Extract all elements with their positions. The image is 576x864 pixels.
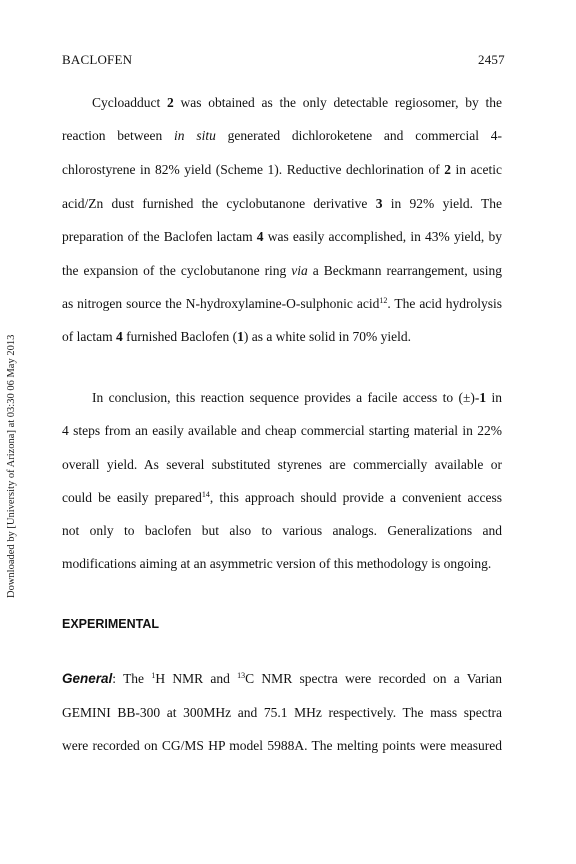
running-header-title: BACLOFEN [62,52,133,67]
text-line: 4 steps from an easily available and cheap commercial starting material in 22% [62,423,502,438]
compound-ref: 1 [237,329,244,344]
text-line: of lactam 4 furnished Baclofen (1) as a white solid in 70% yield. [62,329,412,344]
section-heading-experimental: EXPERIMENTAL [62,617,159,631]
text-line: overall yield. As several substituted styrenes are commercially available or [62,457,502,472]
citation-superscript: 12 [379,296,388,305]
text-line: Cycloadduct 2 was obtained as the only detectable regiosomer, by the [92,95,502,110]
text-line: as nitrogen source the N-hydroxylamine-O-sulphonic acid$^{12}$. The acid hydrolysis [62,296,502,311]
text-line: were recorded on CG/MS HP model 5988A. The melting points were measured [62,738,502,753]
text-line: acid/Zn dust furnished the cyclobutanone derivative 3 in 92% yield. The [62,196,502,211]
compound-ref: 2 [444,162,451,177]
download-watermark-text: Downloaded by [University of Arizona] at 03:30 06 May 2013 [6,334,17,598]
download-watermark [2,334,22,598]
compound-ref: 1 [479,390,487,405]
text-line: not only to baclofen but also to various analogs. Generalizations and [62,523,502,538]
text-line: In conclusion, this reaction sequence provides a facile access to (±)-1 in [92,390,502,405]
text-line: modifications aiming at an asymmetric version of this methodology is ongoing. [62,556,492,571]
text-line: preparation of the Baclofen lactam 4 was easily accomplished, in 43% yield, by [62,229,502,244]
text-line: chlorostyrene in 82% yield (Scheme 1). Reductive dechlorination of 2 in acetic [62,162,502,177]
compound-ref: 4 [115,329,123,344]
citation-superscript: 14 [201,490,210,499]
text-line: GEMINI BB-300 at 300MHz and 75.1 MHz respectively. The mass spectra [62,705,502,720]
compound-ref: 4 [256,229,264,244]
text-line: General: The $^1$H NMR and $^{13}$C NMR spectra were recorded on a Varian [62,671,502,686]
compound-ref: 3 [375,196,383,211]
text-line: reaction between in situ generated dichloroketene and commercial 4- [62,128,502,143]
text-line: could be easily prepared$^{14}$, this approach should provide a convenient access [62,490,502,505]
text-line: the expansion of the cyclobutanone ring via a Beckmann rearrangement, using [62,263,502,278]
page-number: 2457 [478,52,505,67]
compound-ref: 2 [166,95,174,110]
general-label: General [62,671,113,686]
